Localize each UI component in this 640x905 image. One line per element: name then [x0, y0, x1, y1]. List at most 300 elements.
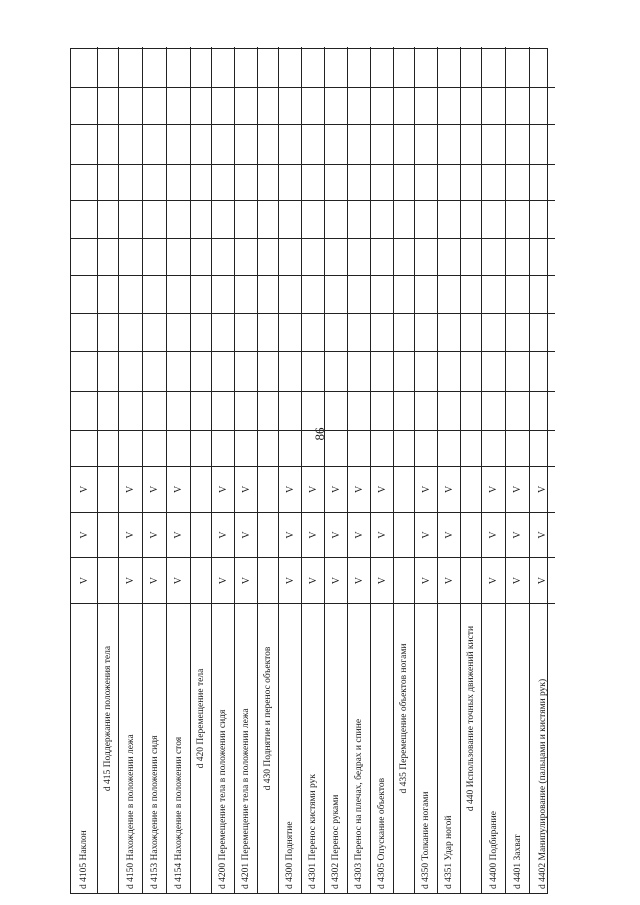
mark-cell — [482, 200, 505, 238]
mark-cell — [191, 47, 211, 87]
mark-cell: V — [302, 512, 324, 558]
mark-cell — [258, 351, 278, 391]
mark-cell — [212, 275, 234, 313]
mark-cell — [143, 391, 166, 431]
mark-cell — [530, 87, 555, 125]
table-row — [348, 47, 371, 893]
mark-cell — [394, 391, 414, 431]
mark-cell: V — [71, 557, 97, 603]
mark-cell — [371, 275, 393, 313]
mark-cell — [461, 313, 481, 351]
mark-cell — [415, 124, 437, 164]
mark-cell — [506, 430, 529, 466]
mark-cell: V — [119, 466, 142, 512]
mark-cell: V — [482, 466, 505, 512]
mark-cell — [143, 313, 166, 351]
mark-cell — [119, 430, 142, 466]
mark-cell — [71, 238, 97, 276]
mark-cell — [394, 238, 414, 276]
mark-cell — [98, 87, 118, 125]
mark-cell — [530, 47, 555, 87]
table-row — [371, 47, 394, 893]
mark-cell: V — [415, 557, 437, 603]
mark-cell — [167, 87, 190, 125]
mark-cell — [98, 238, 118, 276]
mark-cell — [438, 200, 460, 238]
mark-cell — [461, 47, 481, 87]
mark-cell — [119, 351, 142, 391]
mark-cell — [394, 557, 414, 603]
mark-cell — [167, 275, 190, 313]
table-row — [212, 47, 235, 893]
mark-cell: V — [530, 512, 555, 558]
mark-cell — [530, 164, 555, 200]
mark-cell — [71, 351, 97, 391]
mark-cell — [191, 275, 211, 313]
mark-cell — [530, 200, 555, 238]
mark-cell — [98, 47, 118, 87]
mark-cell — [191, 430, 211, 466]
table-row — [438, 47, 461, 893]
mark-cell — [325, 430, 347, 466]
mark-cell — [191, 351, 211, 391]
mark-cell — [302, 351, 324, 391]
mark-cell — [302, 391, 324, 431]
row-label: d 415 Поддержание положения тела — [98, 603, 118, 893]
mark-cell: V — [167, 557, 190, 603]
mark-cell — [279, 47, 301, 87]
mark-cell — [482, 391, 505, 431]
mark-cell — [279, 200, 301, 238]
mark-cell — [506, 200, 529, 238]
row-label: d 4303 Перенос на плечах, бедрах и спине — [348, 603, 370, 893]
mark-cell — [119, 275, 142, 313]
mark-cell — [143, 351, 166, 391]
mark-cell — [119, 87, 142, 125]
mark-cell — [371, 391, 393, 431]
mark-cell — [143, 275, 166, 313]
mark-cell — [167, 164, 190, 200]
mark-cell — [461, 430, 481, 466]
mark-cell — [235, 124, 257, 164]
mark-cell — [415, 391, 437, 431]
mark-cell — [482, 351, 505, 391]
row-label: d 4400 Подбирание — [482, 603, 505, 893]
mark-cell — [143, 200, 166, 238]
mark-cell — [167, 430, 190, 466]
mark-cell — [212, 47, 234, 87]
mark-cell — [506, 313, 529, 351]
mark-cell — [438, 430, 460, 466]
table-row — [119, 47, 143, 893]
mark-cell — [394, 164, 414, 200]
mark-cell: V — [482, 557, 505, 603]
mark-cell — [371, 87, 393, 125]
mark-cell — [258, 87, 278, 125]
mark-cell — [394, 87, 414, 125]
mark-cell: V — [348, 466, 370, 512]
mark-cell — [191, 557, 211, 603]
mark-cell — [235, 313, 257, 351]
mark-cell — [394, 351, 414, 391]
mark-cell — [461, 351, 481, 391]
mark-cell — [530, 391, 555, 431]
mark-cell: V — [235, 512, 257, 558]
mark-cell: V — [235, 557, 257, 603]
mark-cell — [348, 391, 370, 431]
mark-cell — [348, 124, 370, 164]
mark-cell — [348, 351, 370, 391]
row-label: d 4301 Перенос кистями рук — [302, 603, 324, 893]
mark-cell — [461, 391, 481, 431]
page-number: 86 — [312, 427, 327, 441]
mark-cell: V — [325, 466, 347, 512]
mark-cell — [258, 47, 278, 87]
mark-cell — [167, 391, 190, 431]
mark-cell — [394, 466, 414, 512]
mark-cell — [143, 47, 166, 87]
mark-cell: V — [438, 557, 460, 603]
mark-cell — [235, 430, 257, 466]
mark-cell: V — [143, 466, 166, 512]
mark-cell — [438, 87, 460, 125]
mark-cell — [167, 200, 190, 238]
mark-cell — [461, 275, 481, 313]
mark-cell — [212, 391, 234, 431]
table-section-row — [394, 47, 415, 893]
mark-cell — [461, 164, 481, 200]
mark-cell — [415, 238, 437, 276]
mark-cell — [348, 200, 370, 238]
mark-cell — [482, 275, 505, 313]
mark-cell — [167, 313, 190, 351]
row-label: d 430 Поднятие и перенос объектов — [258, 603, 278, 893]
mark-cell — [258, 391, 278, 431]
mark-cell — [279, 87, 301, 125]
mark-cell — [98, 313, 118, 351]
table-section-row — [258, 47, 279, 893]
mark-cell — [279, 164, 301, 200]
table-row — [302, 47, 325, 893]
mark-cell: V — [415, 466, 437, 512]
mark-cell: V — [235, 466, 257, 512]
mark-cell — [325, 87, 347, 125]
mark-cell — [506, 391, 529, 431]
table-section-row — [461, 47, 482, 893]
mark-cell — [258, 164, 278, 200]
mark-cell — [530, 430, 555, 466]
mark-cell — [302, 275, 324, 313]
mark-cell — [325, 238, 347, 276]
mark-cell: V — [530, 557, 555, 603]
mark-cell — [258, 512, 278, 558]
mark-cell — [371, 164, 393, 200]
mark-cell — [279, 313, 301, 351]
mark-cell — [235, 351, 257, 391]
row-label: d 4402 Манипулирование (пальцами и кистями рук) — [530, 603, 555, 893]
table-row — [71, 47, 98, 893]
mark-cell — [71, 87, 97, 125]
mark-cell — [302, 430, 324, 466]
mark-cell — [191, 391, 211, 431]
mark-cell: V — [506, 512, 529, 558]
mark-cell: V — [325, 512, 347, 558]
mark-cell: V — [119, 512, 142, 558]
mark-cell: V — [348, 512, 370, 558]
row-label: d 4300 Поднятие — [279, 603, 301, 893]
mark-cell: V — [325, 557, 347, 603]
mark-cell — [438, 124, 460, 164]
mark-cell: V — [438, 512, 460, 558]
mark-cell: V — [348, 557, 370, 603]
mark-cell — [506, 47, 529, 87]
mark-cell — [167, 238, 190, 276]
mark-cell — [325, 275, 347, 313]
mark-cell — [98, 164, 118, 200]
mark-cell — [394, 275, 414, 313]
row-label: d 4105 Наклон — [71, 603, 97, 893]
mark-cell — [348, 430, 370, 466]
mark-cell — [71, 124, 97, 164]
mark-cell — [461, 200, 481, 238]
row-label: d 4150 Нахождение в положении лежа — [119, 603, 142, 893]
table-section-row — [98, 47, 119, 893]
mark-cell — [461, 87, 481, 125]
table-row — [506, 47, 530, 893]
table-row — [325, 47, 348, 893]
mark-cell — [506, 124, 529, 164]
mark-cell — [143, 164, 166, 200]
row-label: d 4351 Удар ногой — [438, 603, 460, 893]
mark-cell — [348, 238, 370, 276]
assessment-table — [70, 48, 548, 894]
mark-cell — [258, 466, 278, 512]
mark-cell — [302, 238, 324, 276]
mark-cell — [325, 164, 347, 200]
mark-cell — [98, 124, 118, 164]
mark-cell — [71, 47, 97, 87]
mark-cell — [258, 238, 278, 276]
mark-cell — [302, 47, 324, 87]
mark-cell — [235, 238, 257, 276]
row-label: d 440 Использование точных движений кисти — [461, 603, 481, 893]
mark-cell — [98, 275, 118, 313]
mark-cell — [143, 238, 166, 276]
mark-cell — [212, 430, 234, 466]
mark-cell: V — [302, 557, 324, 603]
mark-cell: V — [212, 466, 234, 512]
mark-cell — [438, 164, 460, 200]
mark-cell — [212, 87, 234, 125]
mark-cell — [415, 87, 437, 125]
row-label: d 4153 Нахождение в положении сидя — [143, 603, 166, 893]
mark-cell — [415, 351, 437, 391]
mark-cell — [302, 313, 324, 351]
mark-cell — [119, 47, 142, 87]
mark-cell — [191, 124, 211, 164]
mark-cell — [191, 313, 211, 351]
mark-cell — [371, 47, 393, 87]
mark-cell — [415, 430, 437, 466]
row-label: d 4305 Опускание объектов — [371, 603, 393, 893]
mark-cell — [394, 512, 414, 558]
mark-cell: V — [371, 557, 393, 603]
mark-cell — [258, 124, 278, 164]
mark-cell — [143, 87, 166, 125]
mark-cell — [506, 164, 529, 200]
mark-cell — [348, 87, 370, 125]
mark-cell: V — [71, 466, 97, 512]
mark-cell: V — [212, 512, 234, 558]
mark-cell — [461, 557, 481, 603]
mark-cell — [394, 200, 414, 238]
mark-cell — [302, 200, 324, 238]
mark-cell — [119, 164, 142, 200]
mark-cell — [119, 124, 142, 164]
mark-cell — [482, 430, 505, 466]
mark-cell — [506, 275, 529, 313]
mark-cell — [394, 47, 414, 87]
mark-cell — [143, 430, 166, 466]
mark-cell — [461, 124, 481, 164]
table-row — [482, 47, 506, 893]
mark-cell: V — [71, 512, 97, 558]
mark-cell — [325, 313, 347, 351]
mark-cell: V — [371, 466, 393, 512]
mark-cell — [302, 164, 324, 200]
row-label: d 435 Перемещение объектов ногами — [394, 603, 414, 893]
mark-cell — [482, 87, 505, 125]
mark-cell — [167, 47, 190, 87]
mark-cell — [279, 124, 301, 164]
mark-cell — [530, 124, 555, 164]
mark-cell — [98, 430, 118, 466]
mark-cell — [482, 164, 505, 200]
mark-cell — [438, 351, 460, 391]
mark-cell — [371, 351, 393, 391]
mark-cell — [191, 164, 211, 200]
mark-cell — [212, 164, 234, 200]
mark-cell — [98, 512, 118, 558]
mark-cell: V — [438, 466, 460, 512]
mark-cell — [279, 430, 301, 466]
mark-cell — [325, 200, 347, 238]
mark-cell: V — [143, 557, 166, 603]
mark-cell — [212, 351, 234, 391]
mark-cell: V — [371, 512, 393, 558]
mark-cell — [191, 200, 211, 238]
mark-cell — [191, 466, 211, 512]
mark-cell — [482, 124, 505, 164]
mark-cell — [461, 238, 481, 276]
mark-cell: V — [530, 466, 555, 512]
mark-cell — [371, 124, 393, 164]
mark-cell: V — [482, 512, 505, 558]
mark-cell — [212, 200, 234, 238]
mark-cell — [394, 430, 414, 466]
mark-cell — [482, 313, 505, 351]
mark-cell — [191, 87, 211, 125]
mark-cell — [506, 351, 529, 391]
row-label: d 4201 Перемещение тела в положении лежа — [235, 603, 257, 893]
mark-cell — [235, 391, 257, 431]
mark-cell — [212, 238, 234, 276]
table-row — [235, 47, 258, 893]
mark-cell — [71, 391, 97, 431]
mark-cell — [191, 238, 211, 276]
mark-cell — [325, 47, 347, 87]
mark-cell — [212, 313, 234, 351]
mark-cell — [415, 200, 437, 238]
table-row — [279, 47, 302, 893]
mark-cell — [371, 200, 393, 238]
mark-cell — [506, 87, 529, 125]
mark-cell — [506, 238, 529, 276]
row-label: d 4154 Нахождение в положении стоя — [167, 603, 190, 893]
table-row — [167, 47, 191, 893]
mark-cell — [482, 238, 505, 276]
mark-cell — [235, 164, 257, 200]
row-label: d 4401 Захват — [506, 603, 529, 893]
mark-cell — [325, 124, 347, 164]
mark-cell — [258, 313, 278, 351]
table-row — [415, 47, 438, 893]
mark-cell — [98, 466, 118, 512]
mark-cell — [438, 313, 460, 351]
mark-cell: V — [143, 512, 166, 558]
mark-cell — [235, 275, 257, 313]
mark-cell — [530, 313, 555, 351]
mark-cell — [191, 512, 211, 558]
mark-cell — [415, 275, 437, 313]
mark-cell — [279, 351, 301, 391]
mark-cell — [461, 512, 481, 558]
mark-cell — [235, 47, 257, 87]
mark-cell — [438, 275, 460, 313]
mark-cell: V — [167, 466, 190, 512]
mark-cell — [98, 391, 118, 431]
mark-cell — [415, 313, 437, 351]
mark-cell — [279, 238, 301, 276]
mark-cell — [119, 200, 142, 238]
row-label: d 4200 Перемещение тела в положении сидя — [212, 603, 234, 893]
row-label: d 4350 Толкание ногами — [415, 603, 437, 893]
mark-cell: V — [119, 557, 142, 603]
mark-cell — [415, 164, 437, 200]
mark-cell — [258, 430, 278, 466]
table-section-row — [191, 47, 212, 893]
rotated-table-frame — [70, 48, 548, 894]
mark-cell — [348, 164, 370, 200]
mark-cell — [71, 200, 97, 238]
mark-cell — [71, 275, 97, 313]
mark-cell — [325, 391, 347, 431]
mark-cell — [325, 351, 347, 391]
row-label: d 4302 Перенос руками — [325, 603, 347, 893]
mark-cell — [235, 87, 257, 125]
mark-cell — [348, 275, 370, 313]
mark-cell — [530, 238, 555, 276]
mark-cell — [461, 466, 481, 512]
mark-cell — [371, 238, 393, 276]
mark-cell — [438, 47, 460, 87]
mark-cell — [258, 275, 278, 313]
mark-cell — [71, 164, 97, 200]
mark-cell — [258, 557, 278, 603]
mark-cell — [348, 313, 370, 351]
mark-cell: V — [506, 557, 529, 603]
mark-cell — [279, 391, 301, 431]
